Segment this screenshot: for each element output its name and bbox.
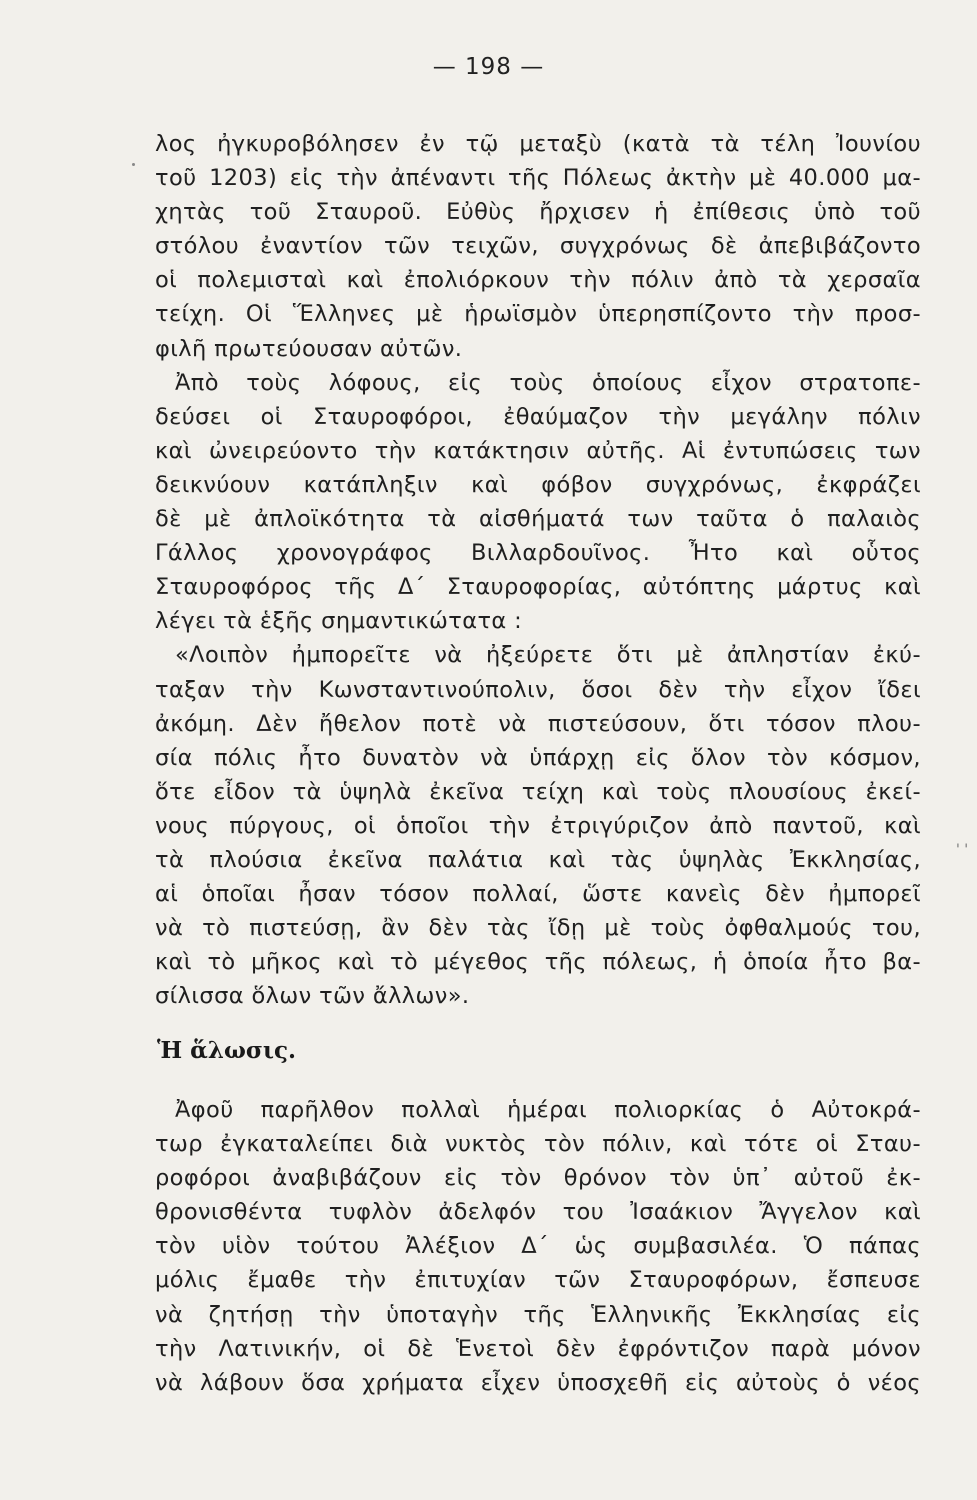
text-line: νὰ ζητήσῃ τὴν ὑποταγὴν τῆς Ἑλληνικῆς Ἐκκλησίας εἰς — [155, 1301, 921, 1328]
text-line: οἱ πολεμισταὶ καὶ ἐπολιόρκουν τὴν πόλιν ἀπὸ τὰ χερσαῖα — [155, 267, 921, 294]
text-line: λος ἠγκυροβόλησεν ἐν τῷ μεταξὺ (κατὰ τὰ τέλη Ἰουνίου — [155, 131, 921, 157]
text-line: Ἀπὸ τοὺς λόφους, εἰς τοὺς ὁποίους εἶχον στρατοπε- — [175, 369, 921, 396]
text-line: «Λοιπὸν ἠμπορεῖτε νὰ ἠξεύρετε ὅτι μὲ ἀπληστίαν ἐκύ- — [175, 642, 921, 669]
text-line: ταξαν τὴν Κωνσταντινούπολιν, ὅσοι δὲν τὴν εἶχον ἴδει — [155, 676, 921, 703]
text-line: δεύσει οἱ Σταυροφόροι, ἐθαύμαζον τὴν μεγάλην πόλιν — [155, 403, 921, 430]
text-line: αἱ ὁποῖαι ἦσαν τόσον πολλαί, ὥστε κανεὶς δὲν ἠμπορεῖ — [155, 881, 921, 908]
text-line: δὲ μὲ ἀπλοϊκότητα τὰ αἰσθήματά των ταῦτα ὁ παλαιὸς — [155, 506, 921, 533]
text-line: ὅτε εἶδον τὰ ὑψηλὰ ἐκεῖνα τείχη καὶ τοὺς πλουσίους ἐκεί- — [155, 778, 921, 805]
text-line: στόλου ἐναντίον τῶν τειχῶν, συγχρόνως δὲ ἀπεβιβάζοντο — [155, 233, 921, 260]
text-line: τὴν Λατινικήν, οἱ δὲ Ἑνετοὶ δὲν ἐφρόντιζον παρὰ μόνον — [155, 1335, 921, 1362]
section-heading: Ἡ ἅλωσις. — [157, 1037, 296, 1064]
page-number: — 198 — — [432, 54, 545, 80]
text-line: νὰ τὸ πιστεύσῃ, ἂν δὲν τὰς ἴδῃ μὲ τοὺς ὀφθαλμούς του, — [155, 915, 921, 942]
text-line: Γάλλος χρονογράφος Βιλλαρδουῖνος. Ἦτο καὶ οὗτος — [155, 540, 921, 567]
margin-mark: ' ' — [956, 842, 969, 858]
text-line: τωρ ἐγκαταλείπει διὰ νυκτὸς τὸν πόλιν, καὶ τότε οἱ Σταυ- — [155, 1131, 921, 1158]
text-line: νὰ λάβουν ὅσα χρήματα εἶχεν ὑποσχεθῆ εἰς αὐτοὺς ὁ νέος — [155, 1369, 921, 1396]
text-line: σίλισσα ὅλων τῶν ἄλλων». — [155, 983, 470, 1010]
text-line: δεικνύουν κατάπληξιν καὶ φόβον συγχρόνως, ἐκφράζει — [155, 471, 921, 498]
text-line: λέγει τὰ ἑξῆς σημαντικώτατα : — [155, 608, 523, 635]
text-line: τείχη. Οἱ Ἕλληνες μὲ ἡρωϊσμὸν ὑπερησπίζοντο τὴν προσ- — [155, 301, 921, 328]
text-line: μόλις ἔμαθε τὴν ἐπιτυχίαν τῶν Σταυροφόρων, ἔσπευσε — [155, 1267, 921, 1294]
text-line: τοῦ 1203) εἰς τὴν ἀπέναντι τῆς Πόλεως ἀκτὴν μὲ 40.000 μα- — [155, 165, 921, 192]
text-line: καὶ τὸ μῆκος καὶ τὸ μέγεθος τῆς πόλεως, ἡ ὁποία ἦτο βα- — [155, 949, 921, 976]
text-line: χητὰς τοῦ Σταυροῦ. Εὐθὺς ἤρχισεν ἡ ἐπίθεσις ὑπὸ τοῦ — [155, 199, 921, 226]
text-line: θρονισθέντα τυφλὸν ἀδελφόν του Ἰσαάκιον Ἄγγελον καὶ — [155, 1199, 921, 1226]
text-line: φιλῆ πρωτεύουσαν αὐτῶν. — [155, 335, 463, 362]
text-line: ἀκόμη. Δὲν ἤθελον ποτὲ νὰ πιστεύσουν, ὅτι τόσον πλου- — [155, 710, 921, 737]
text-line: ροφόροι ἀναβιβάζουν εἰς τὸν θρόνον τὸν ὑπ᾽ αὐτοῦ ἐκ- — [155, 1165, 921, 1192]
text-line: νους πύργους, οἱ ὁποῖοι τὴν ἐτριγύριζον ἀπὸ παντοῦ, καὶ — [155, 812, 921, 839]
margin-speck — [132, 163, 135, 166]
text-line: καὶ ὠνειρεύοντο τὴν κατάκτησιν αὐτῆς. Αἱ ἐντυπώσεις των — [155, 437, 921, 464]
text-line: σία πόλις ἦτο δυνατὸν νὰ ὑπάρχῃ εἰς ὅλον τὸν κόσμον, — [155, 744, 921, 771]
paragraph-fall — [155, 1093, 921, 1400]
text-line: Σταυροφόρος τῆς Δ΄ Σταυροφορίας, αὐτόπτης μάρτυς καὶ — [155, 574, 921, 601]
text-line: Ἀφοῦ παρῆλθον πολλαὶ ἡμέραι πολιορκίας ὁ Αὐτοκρά- — [175, 1097, 921, 1123]
text-line: τὰ πλούσια ἐκεῖνα παλάτια καὶ τὰς ὑψηλὰς Ἐκκλησίας, — [155, 846, 921, 873]
text-line: τὸν υἱὸν τούτου Ἀλέξιον Δ΄ ὡς συμβασιλέα. Ὁ πάπας — [155, 1233, 921, 1260]
paragraph-siege — [155, 127, 921, 1013]
